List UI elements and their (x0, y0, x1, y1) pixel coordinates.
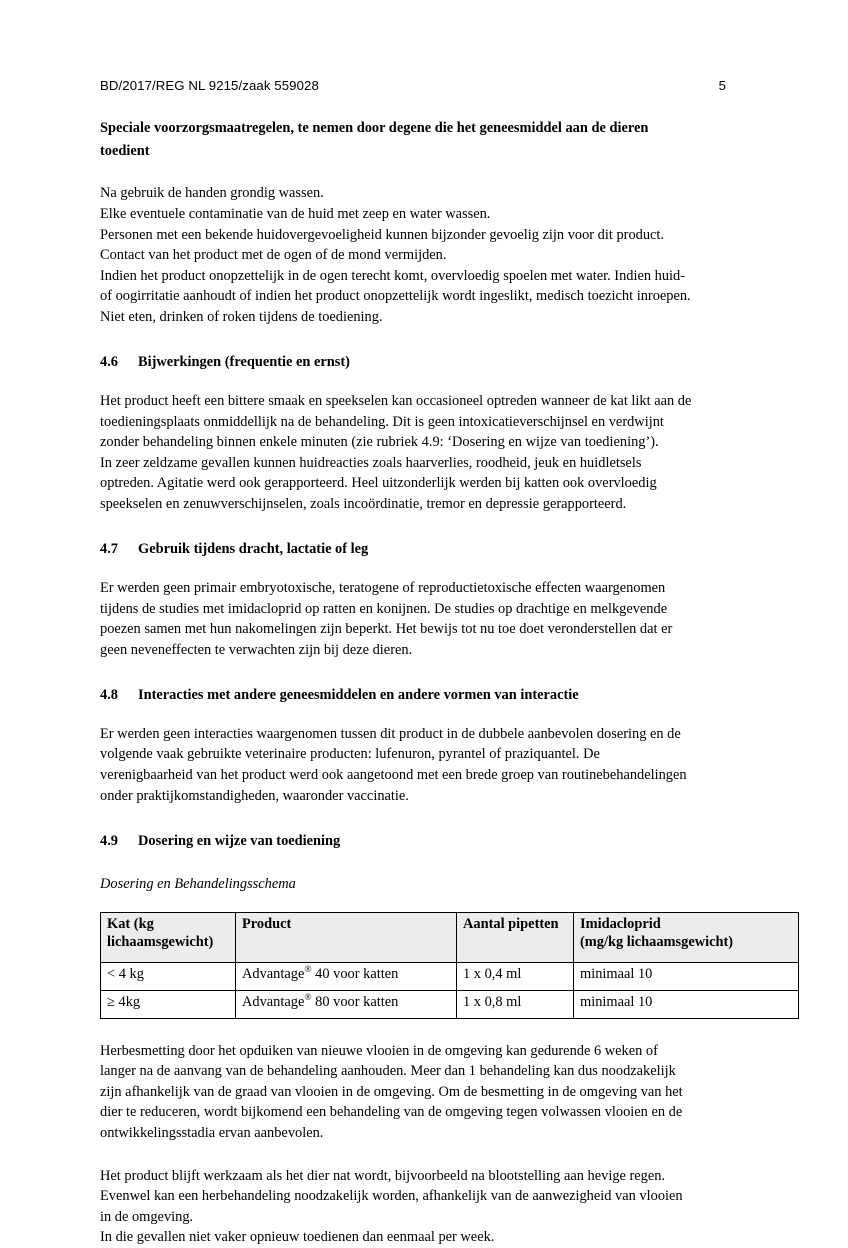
section-4-8-line: onder praktijkomstandigheden, waaronder vaccinatie. (100, 787, 409, 804)
section-number-4-6: 4.6 (100, 354, 118, 371)
dosing-schedule-caption: Dosering en Behandelingsschema (100, 875, 296, 892)
section-4-6-line: speekselen en zenuwverschijnselen, zoals incoördinatie, tremor en depressie gerapporteerd. (100, 495, 627, 512)
precautions-heading (100, 119, 744, 161)
reinfestation-line: langer na de aanvang van de behandeling aanhouden. Meer dan 1 behandeling kan dus noodzakelijk (100, 1063, 676, 1080)
registered-mark-icon: ® (304, 964, 312, 975)
dosing-table (100, 912, 799, 1019)
section-heading-4-7 (100, 540, 744, 559)
column-header-pipettes (457, 912, 574, 962)
section-title-4-6: Bijwerkingen (frequentie en ernst) (138, 354, 350, 371)
precautions-line: Contact van het product met de ogen of de mond vermijden. (100, 247, 447, 264)
column-header-product (236, 912, 457, 962)
column-header-imidacloprid (574, 912, 799, 962)
column-header-imidacloprid-line1: Imidacloprid (580, 915, 661, 932)
precautions-line: Niet eten, drinken of roken tijdens de toediening. (100, 308, 383, 325)
section-number-4-8: 4.8 (100, 687, 118, 704)
table-header-row (101, 912, 799, 962)
wet-animal-line: In die gevallen niet vaker opnieuw toedienen dan eenmaal per week. (100, 1229, 495, 1246)
cell-imidacloprid: minimaal 10 (574, 962, 799, 990)
section-4-6-line: Het product heeft een bittere smaak en speekselen kan occasioneel optreden wanneer de kat likt aan de (100, 392, 692, 409)
precautions-line: Indien het product onopzettelijk in de ogen terecht komt, overvloedig spoelen met water. Indien huid- (100, 267, 686, 284)
column-header-imidacloprid-line2: (mg/kg lichaamsgewicht) (580, 934, 734, 951)
section-4-6-line: zonder behandeling binnen enkele minuten (zie rubriek 4.9: ‘Dosering en wijze van toediening’). (100, 434, 659, 451)
precautions-heading-line2: toedient (100, 143, 150, 160)
document-header (100, 78, 744, 93)
reinfestation-line: dier te reduceren, wordt bijkomend een behandeling van de omgeving tegen volwassen vlooien en de (100, 1104, 683, 1121)
section-body-4-7 (100, 578, 744, 660)
cell-product-name: Advantage (242, 965, 305, 982)
precautions-line: Elke eventuele contaminatie van de huid met zeep en water wassen. (100, 205, 491, 222)
section-4-8-line: Er werden geen interacties waargenomen tussen dit product in de dubbele aanbevolen dosering en de (100, 725, 681, 742)
reinfestation-line: zijn afhankelijk van de graad van vlooien in de omgeving. Om de besmetting in de omgeving van het (100, 1083, 683, 1100)
section-heading-4-6 (100, 353, 744, 372)
section-4-8-line: volgende vaak gebruikte veterinaire producten: lufenuron, pyrantel of praziquantel. De (100, 746, 600, 763)
table-row (101, 962, 799, 990)
reinfestation-line: Herbesmetting door het opduiken van nieuwe vlooien in de omgeving kan gedurende 6 weken of (100, 1042, 658, 1059)
column-header-weight-line1: Kat (kg (107, 915, 154, 932)
section-title-4-7: Gebruik tijdens dracht, lactatie of leg (138, 541, 369, 558)
section-4-6-line: In zeer zeldzame gevallen kunnen huidreacties zoals haarverlies, roodheid, jeuk en huidletsels (100, 454, 642, 471)
wet-animal-line: in de omgeving. (100, 1208, 194, 1225)
page-number: 5 (718, 78, 726, 93)
section-4-7-line: poezen samen met hun nakomelingen zijn beperkt. Het bewijs tot nu toe doet veronderstellen dat er (100, 621, 673, 638)
cell-weight: < 4 kg (101, 962, 236, 990)
section-4-8-line: verenigbaarheid van het product werd ook aangetoond met een brede groep van routinebehandelingen (100, 766, 687, 783)
precautions-line: Personen met een bekende huidovergevoeligheid kunnen bijzonder gevoelig zijn voor dit product. (100, 226, 665, 243)
section-body-4-6 (100, 391, 744, 515)
column-header-product-line1: Product (242, 915, 292, 932)
wet-animal-paragraph (100, 1166, 744, 1248)
section-4-6-line: toedieningsplaats onmiddellijk na de behandeling. Dit is geen intoxicatieverschijnsel en verdwijnt (100, 413, 664, 430)
dosing-table-head (101, 912, 799, 962)
section-4-7-line: Er werden geen primair embryotoxische, teratogene of reproductietoxische effecten waargenomen (100, 579, 666, 596)
cell-product-rest: 80 voor katten (311, 993, 399, 1010)
precautions-body (100, 183, 744, 327)
cell-pipettes: 1 x 0,8 ml (457, 990, 574, 1018)
reinfestation-line: ontwikkelingsstadia ervan aanbevolen. (100, 1125, 324, 1142)
section-title-4-9: Dosering en wijze van toediening (138, 833, 341, 850)
registered-mark-icon: ® (304, 992, 312, 1003)
column-header-pipettes-line1: Aantal pipetten (463, 915, 559, 932)
section-body-4-8 (100, 724, 744, 806)
cell-pipettes: 1 x 0,4 ml (457, 962, 574, 990)
section-title-4-8: Interacties met andere geneesmiddelen en andere vormen van interactie (138, 687, 579, 704)
cell-product-rest: 40 voor katten (311, 965, 399, 982)
reinfestation-paragraph (100, 1041, 744, 1144)
dosing-table-body (101, 962, 799, 1018)
wet-animal-line: Evenwel kan een herbehandeling noodzakelijk worden, afhankelijk van de aanwezigheid van vlooien (100, 1188, 683, 1205)
cell-product (236, 990, 457, 1018)
column-header-weight-line2: lichaamsgewicht) (107, 934, 214, 951)
precautions-heading-line1: Speciale voorzorgsmaatregelen, te nemen door degene die het geneesmiddel aan de dieren (100, 120, 649, 136)
precautions-line: of oogirritatie aanhoudt of indien het product onopzettelijk wordt ingeslikt, medisch toezicht inroepen. (100, 288, 691, 305)
table-row (101, 990, 799, 1018)
section-4-7-line: tijdens de studies met imidacloprid op ratten en konijnen. De studies op drachtige en melkgevende (100, 600, 668, 617)
wet-animal-line: Het product blijft werkzaam als het dier nat wordt, bijvoorbeeld na blootstelling aan hevige regen. (100, 1167, 666, 1184)
section-heading-4-8 (100, 686, 744, 705)
section-number-4-7: 4.7 (100, 541, 118, 558)
section-number-4-9: 4.9 (100, 833, 118, 850)
cell-weight: ≥ 4kg (101, 990, 236, 1018)
section-4-6-line: optreden. Agitatie werd ook gerapporteerd. Heel uitzonderlijk werden bij katten ook overvloedig (100, 475, 657, 492)
column-header-weight (101, 912, 236, 962)
section-4-7-line: geen neveneffecten te verwachten zijn bij deze dieren. (100, 641, 413, 658)
cell-imidacloprid: minimaal 10 (574, 990, 799, 1018)
precautions-line: Na gebruik de handen grondig wassen. (100, 185, 324, 202)
section-heading-4-9 (100, 832, 744, 851)
cell-product-name: Advantage (242, 993, 305, 1010)
document-reference: BD/2017/REG NL 9215/zaak 559028 (100, 78, 319, 93)
cell-product (236, 962, 457, 990)
